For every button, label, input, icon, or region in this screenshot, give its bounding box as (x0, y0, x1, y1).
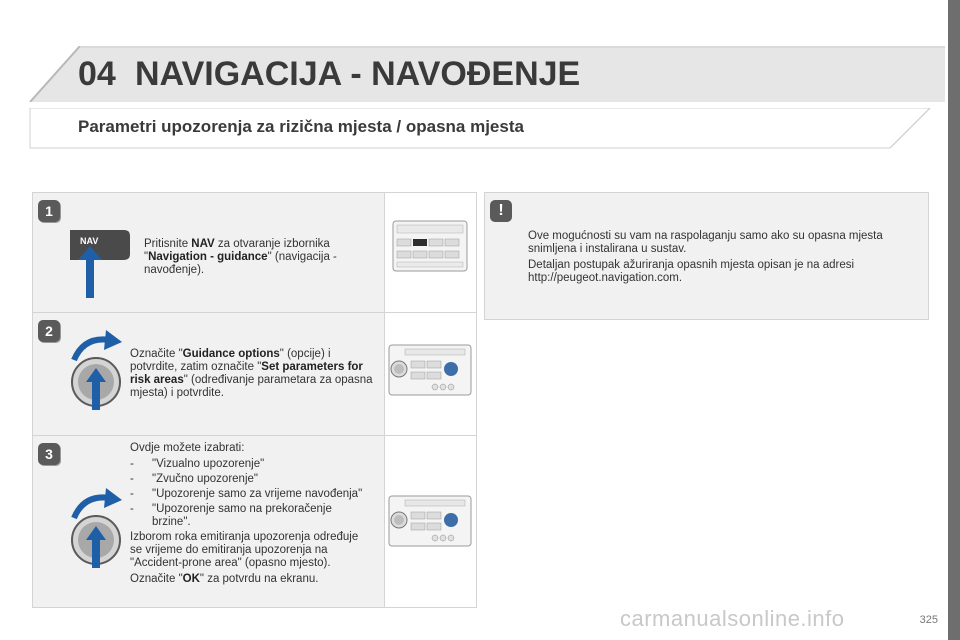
step-3-text (130, 442, 370, 589)
section-subtitle: Parametri upozorenja za rizična mjesta / opasna mjesta (78, 117, 524, 136)
step-3-paragraph: Izborom roka emitiranja upozorenja određuje se vrijeme do emitiranja upozorenja na "Accident-prone area" (opasno mjesto). (130, 531, 359, 569)
step-2-text: Označite "Guidance options" (opcije) i potvrdite, zatim označite "Set parameters for risk areas" (određivanje parametara za opasna mjesta) i potvrdite. (130, 348, 373, 399)
radio-illustration-cell (384, 436, 476, 607)
list-item: - "Upozorenje samo na prekoračenje brzine". (130, 503, 332, 528)
radio-knob-panel-icon (385, 436, 475, 607)
radio-knob-panel-icon (385, 313, 475, 435)
note-line-2: Detaljan postupak ažuriranja opasnih mjesta opisan je na adresi http://peugeot.navigation.com. (528, 259, 855, 284)
step-number-badge: 2 (38, 320, 60, 342)
step-3-intro: Ovdje možete izabrati: (130, 442, 245, 454)
page-edge-tab (948, 0, 960, 640)
radio-panel-icon (385, 193, 475, 312)
options-list (130, 458, 370, 529)
radio-illustration-cell (384, 193, 476, 312)
chapter-number: 04 (78, 55, 116, 93)
rotate-knob-icon (66, 330, 126, 410)
list-item: - "Upozorenje samo za vrijeme navođenja" (130, 488, 363, 500)
step-3-confirm: Označite "OK" za potvrdu na ekranu. (130, 573, 319, 585)
nav-key-label: NAV (80, 236, 99, 246)
page-title: NAVIGACIJA - NAVOĐENJE (135, 55, 581, 93)
press-arrow-icon (78, 246, 102, 298)
nav-key-illustration (68, 228, 132, 278)
list-item: - "Vizualno upozorenje" (130, 458, 265, 470)
watermark: carmanualsonline.info (620, 606, 845, 631)
radio-illustration-cell (384, 313, 476, 435)
rotate-knob-icon (66, 488, 126, 568)
page-number: 325 (919, 614, 938, 626)
note-text (528, 230, 898, 288)
note-line-1: Ove mogućnosti su vam na raspolaganju samo ako su opasna mjesta snimljena i instalirana u sustav. (528, 230, 883, 255)
step-number-badge: 3 (38, 443, 60, 465)
warning-icon: ! (490, 200, 512, 222)
step-number-badge: 1 (38, 200, 60, 222)
step-1-text: Pritisnite NAV za otvaranje izbornika "Navigation - guidance" (navigacija - navođenje). (144, 238, 337, 276)
list-item: - "Zvučno upozorenje" (130, 473, 258, 485)
